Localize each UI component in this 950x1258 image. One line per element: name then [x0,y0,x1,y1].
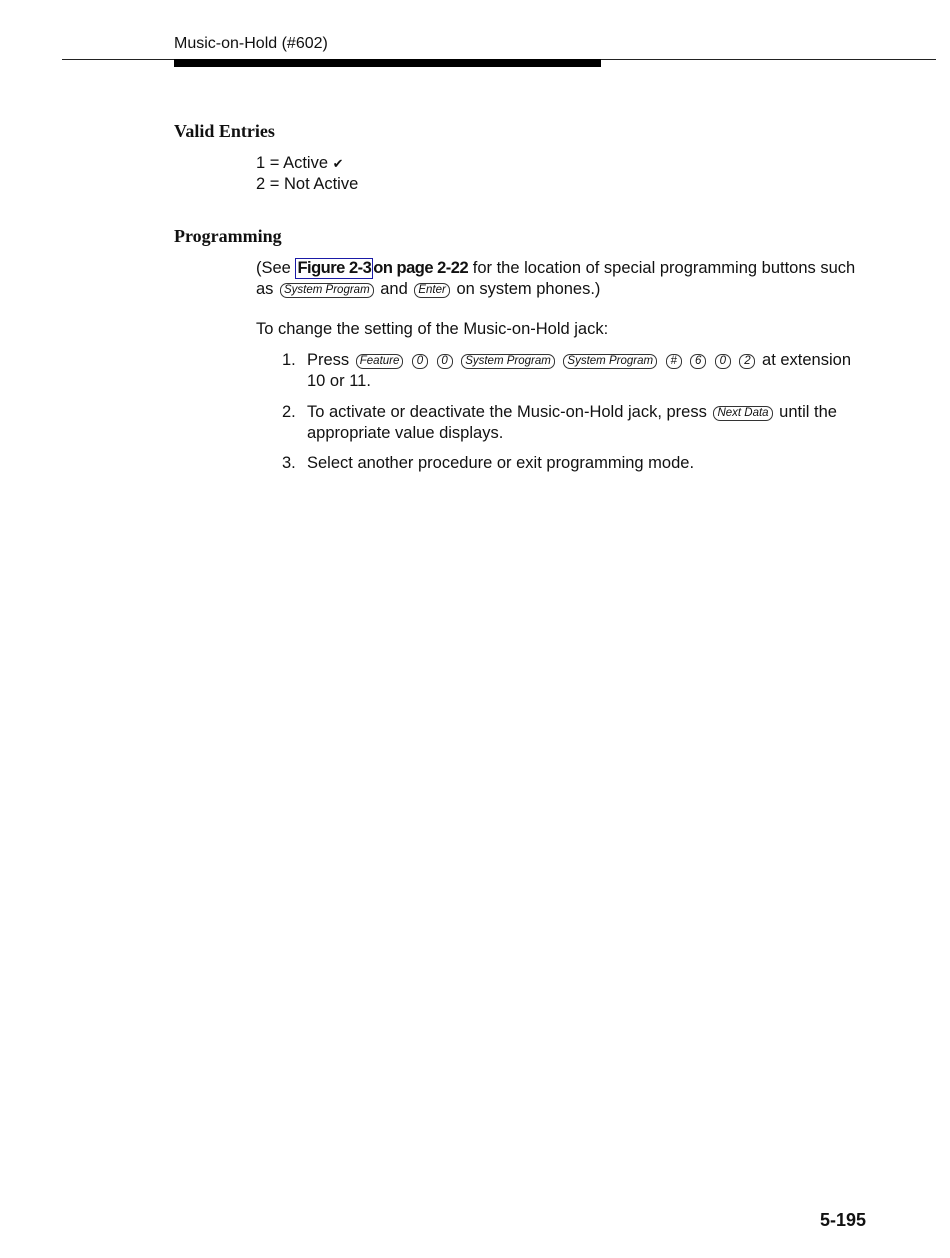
see-prefix: (See [256,259,296,277]
step-2-after: until the [774,403,837,421]
step-2-text [307,403,837,422]
header-title: Music-on-Hold (#602) [174,35,328,52]
step-3-number: 3. [282,454,296,472]
step-3-text: Select another procedure or exit programming mode. [307,454,695,472]
step-1-number: 1. [282,351,296,369]
valid-entries-heading: Valid Entries [174,121,275,141]
step-1-continuation: 10 or 11. [307,372,371,390]
valid-entry-not-active: 2 = Not Active [256,175,359,193]
pound-key: # [666,354,682,369]
see-reference-line-2 [256,280,600,299]
header-rule-bar [174,59,601,67]
system-program-key: System Program [461,354,555,369]
see-reference-line-1 [256,258,855,279]
feature-key: Feature [356,354,404,369]
text-as: as [256,280,279,298]
digit-2-key: 2 [739,354,755,369]
valid-entry-label: 1 = Active [256,154,329,172]
step-2-number: 2. [282,403,296,421]
intro-text: To change the setting of the Music-on-Hold jack: [256,320,609,338]
valid-entry-active [256,154,344,173]
system-program-key: System Program [563,354,657,369]
figure-link[interactable]: Figure 2-3 [297,259,372,277]
digit-6-key: 6 [690,354,706,369]
enter-key: Enter [414,283,450,298]
next-data-key: Next Data [713,406,772,421]
step-2-body: To activate or deactivate the Music-on-Hold jack, press [307,403,712,421]
digit-0-key: 0 [412,354,428,369]
step-1-press: Press [307,351,354,369]
digit-0-key: 0 [437,354,453,369]
step-1-text [307,351,851,370]
page-number: 5-195 [820,1210,867,1230]
see-suffix: for the location of special programming buttons such [468,259,856,277]
text-system-phones: on system phones.) [451,280,601,298]
digit-0-key: 0 [715,354,731,369]
programming-heading: Programming [174,226,282,246]
page-reference: on page 2-22 [373,259,469,277]
checkmark-icon: ✔ [332,156,344,171]
text-and: and [375,280,413,298]
step-1-after: at extension [757,351,851,369]
step-2-continuation: appropriate value displays. [307,424,504,442]
system-program-key: System Program [280,283,374,298]
